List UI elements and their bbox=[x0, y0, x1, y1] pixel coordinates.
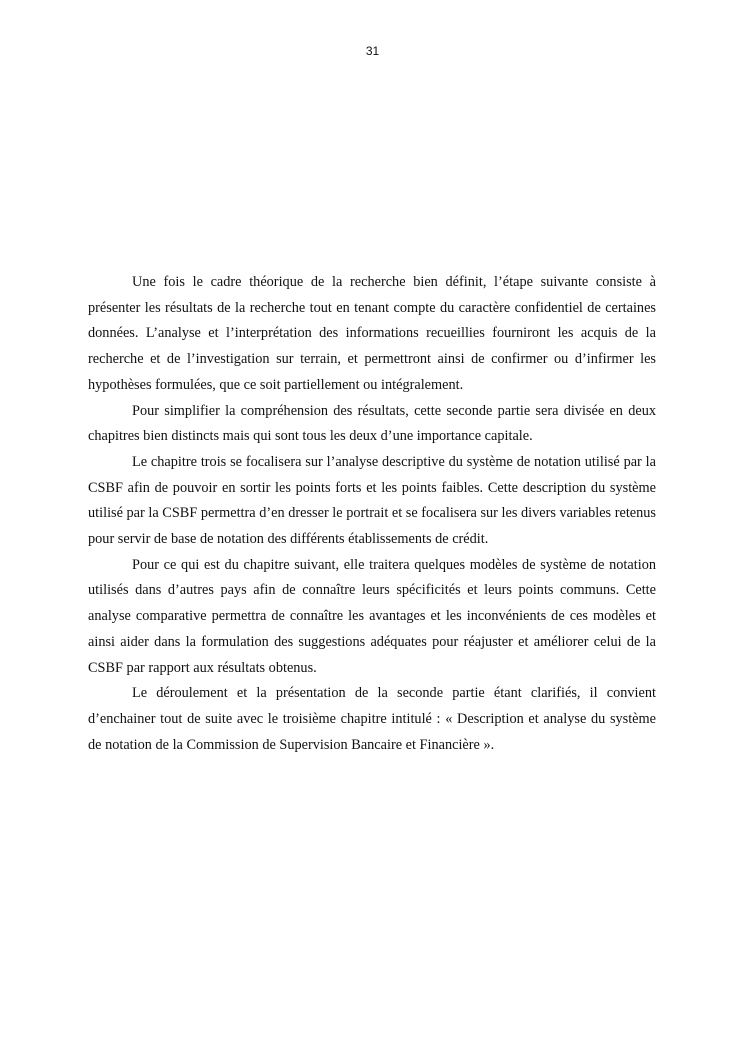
paragraph-chapter-three: Le chapitre trois se focalisera sur l’analyse descriptive du système de notation utilisé par la CSBF afin de pouvoir en sortir les points forts et les points faibles. Cette description du système utilisé par la CSBF permettra d’en dresser le portrait et se focalisera sur les divers variables retenus pour servir de base de notation des différents établissements de crédit. bbox=[88, 453, 656, 548]
paragraph-structure: Pour simplifier la compréhension des résultats, cette seconde partie sera divisée en deux chapitres bien distincts mais qui sont tous les deux d’une importance capitale. bbox=[88, 402, 656, 445]
body-text bbox=[88, 270, 656, 758]
paragraph-intro: Une fois le cadre théorique de la recherche bien définit, l’étape suivante consiste à présenter les résultats de la recherche tout en tenant compte du caractère confidentiel de certaines données. L’analyse et l’interprétation des informations recueillies fourniront les acquis de la recherche et de l’investigation sur terrain, et permettront ainsi de confirmer ou d’infirmer les hypothèses formulées, que ce soit partiellement ou intégralement. bbox=[88, 274, 656, 393]
paragraph-transition: Le déroulement et la présentation de la seconde partie étant clarifiés, il convient d’enchainer tout de suite avec le troisième chapitre intitulé : « Description et analyse du système de notation de la Commission de Supervision Bancaire et Financière ». bbox=[88, 685, 656, 753]
paragraph-chapter-four: Pour ce qui est du chapitre suivant, elle traitera quelques modèles de système de notation utilisés dans d’autres pays afin de connaître leurs spécificités et leurs points communs. Cette analyse comparative permettra de connaître les avantages et les inconvénients de ces modèles et ainsi aider dans la formulation des suggestions adéquates pour réajuster et améliorer celui de la CSBF par rapport aux résultats obtenus. bbox=[88, 556, 656, 676]
page-number: 31 bbox=[365, 44, 380, 58]
